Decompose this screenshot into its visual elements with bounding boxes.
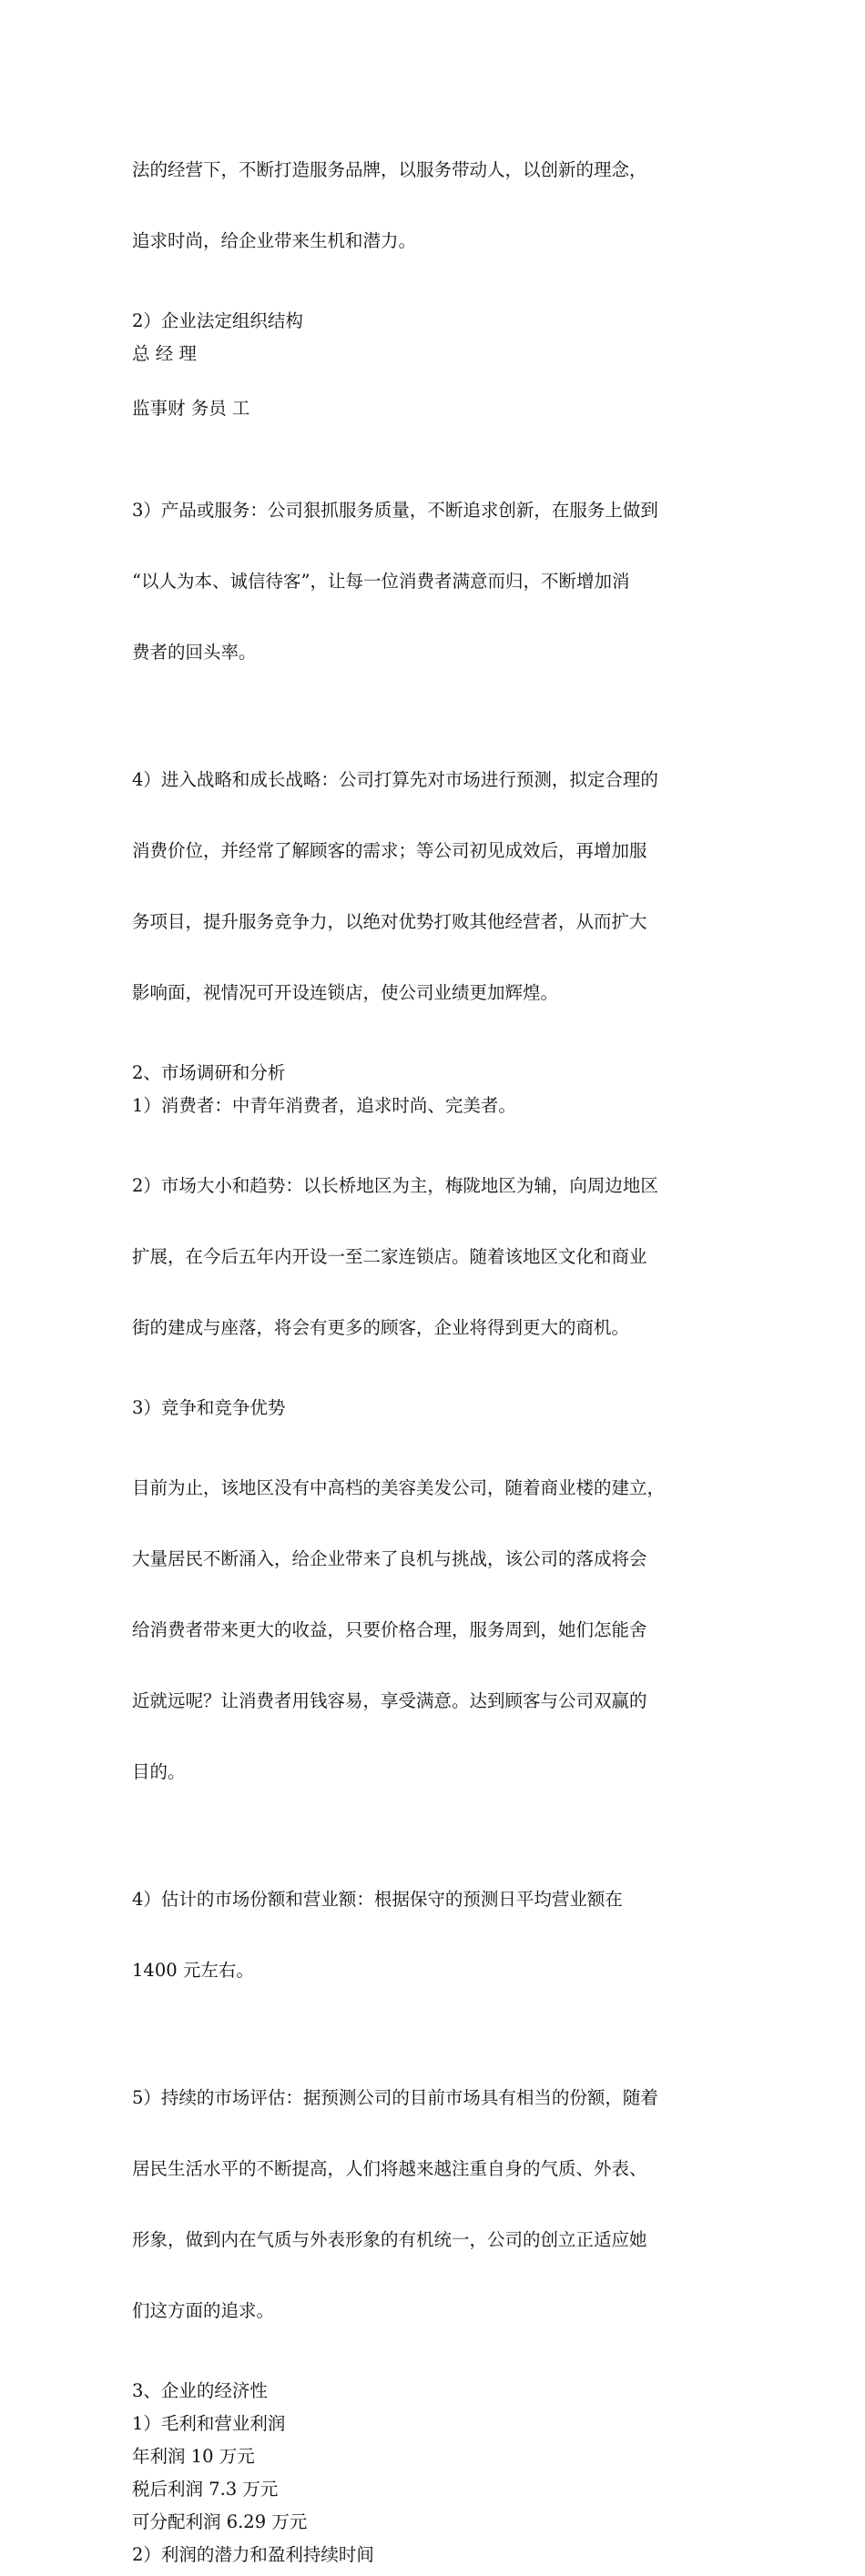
text-line: 法的经营下，不断打造服务品牌，以服务带动人，以创新的理念， bbox=[132, 159, 647, 180]
after-tax-profit: 税后利润 7.3 万元 bbox=[132, 2479, 279, 2500]
text-line: 目前为止，该地区没有中高档的美容美发公司，随着商业楼的建立， bbox=[132, 1477, 666, 1498]
paragraph-competition bbox=[132, 1429, 742, 1831]
text-line: 居民生活水平的不断提高，人们将越来越注重自身的气质、外表、 bbox=[132, 2158, 647, 2179]
text-line: 近就远呢？让消费者用钱容易，享受满意。达到顾客与公司双赢的 bbox=[132, 1690, 647, 1711]
text-line: 4）估计的市场份额和营业额：根据保守的预测日平均营业额在 bbox=[132, 1889, 623, 1910]
text-line: 街的建成与座落，将会有更多的顾客，企业将得到更大的商机。 bbox=[132, 1317, 630, 1338]
text-line: 目的。 bbox=[132, 1761, 186, 1782]
text-line: 1400 元左右。 bbox=[132, 1960, 254, 1981]
text-line: 4）进入战略和成长战略：公司打算先对市场进行预测，拟定合理的 bbox=[132, 769, 658, 790]
text-line: 5）持续的市场评估：据预测公司的目前市场具有相当的份额，随着 bbox=[132, 2087, 658, 2108]
heading-market-research: 2、市场调研和分析 bbox=[132, 1062, 286, 1083]
text-line: 们这方面的追求。 bbox=[132, 2300, 275, 2321]
heading-competition: 3）竞争和竞争优势 bbox=[132, 1397, 286, 1418]
text-line: 追求时尚，给企业带来生机和潜力。 bbox=[132, 230, 417, 251]
paragraph-consumer: 1）消费者：中青年消费者，追求时尚、完美者。 bbox=[132, 1095, 516, 1116]
heading-gross-profit: 1）毛利和营业利润 bbox=[132, 2413, 286, 2434]
paragraph-market-share bbox=[132, 1841, 742, 2030]
heading-economics: 3、企业的经济性 bbox=[132, 2380, 268, 2401]
text-line: 务项目，提升服务竞争力，以绝对优势打败其他经营者，从而扩大 bbox=[132, 911, 647, 932]
distributable-profit: 可分配利润 6.29 万元 bbox=[132, 2511, 308, 2532]
paragraph-market-evaluation bbox=[132, 2039, 742, 2370]
text-line: “以人为本、诚信待客”，让每一位消费者满意而归，不断增加消 bbox=[132, 571, 630, 592]
paragraph-intro bbox=[132, 111, 742, 300]
text-line: 费者的回头率。 bbox=[132, 642, 257, 663]
document-page bbox=[132, 111, 742, 2576]
text-line: 扩展，在今后五年内开设一至二家连锁店。随着该地区文化和商业 bbox=[132, 1246, 647, 1267]
text-line: 影响面，视情况可开设连锁店，使公司业绩更加辉煌。 bbox=[132, 982, 559, 1003]
paragraph-strategy bbox=[132, 721, 742, 1052]
text-line: 2）市场大小和趋势：以长桥地区为主，梅陇地区为辅，向周边地区 bbox=[132, 1175, 658, 1196]
heading-profit-potential: 2）利润的潜力和盈利持续时间 bbox=[132, 2544, 374, 2565]
heading-org-structure: 2）企业法定组织结构 bbox=[132, 310, 303, 331]
paragraph-market-size bbox=[132, 1127, 742, 1387]
text-line: 大量居民不断涌入，给企业带来了良机与挑战，该公司的落成将会 bbox=[132, 1548, 647, 1569]
text-line: 消费价位，并经常了解顾客的需求；等公司初见成效后，再增加服 bbox=[132, 840, 647, 861]
text-line: 形象，做到内在气质与外表形象的有机统一，公司的创立正适应她 bbox=[132, 2229, 647, 2250]
text-line: 3）产品或服务：公司狠抓服务质量，不断追求创新，在服务上做到 bbox=[132, 500, 658, 521]
paragraph-product-service bbox=[132, 451, 742, 712]
org-top-position: 总 经 理 bbox=[132, 343, 197, 364]
org-bottom-positions: 监事财 务员 工 bbox=[132, 398, 250, 419]
text-line: 给消费者带来更大的收益，只要价格合理，服务周到，她们怎能舍 bbox=[132, 1619, 647, 1640]
annual-profit: 年利润 10 万元 bbox=[132, 2446, 255, 2467]
